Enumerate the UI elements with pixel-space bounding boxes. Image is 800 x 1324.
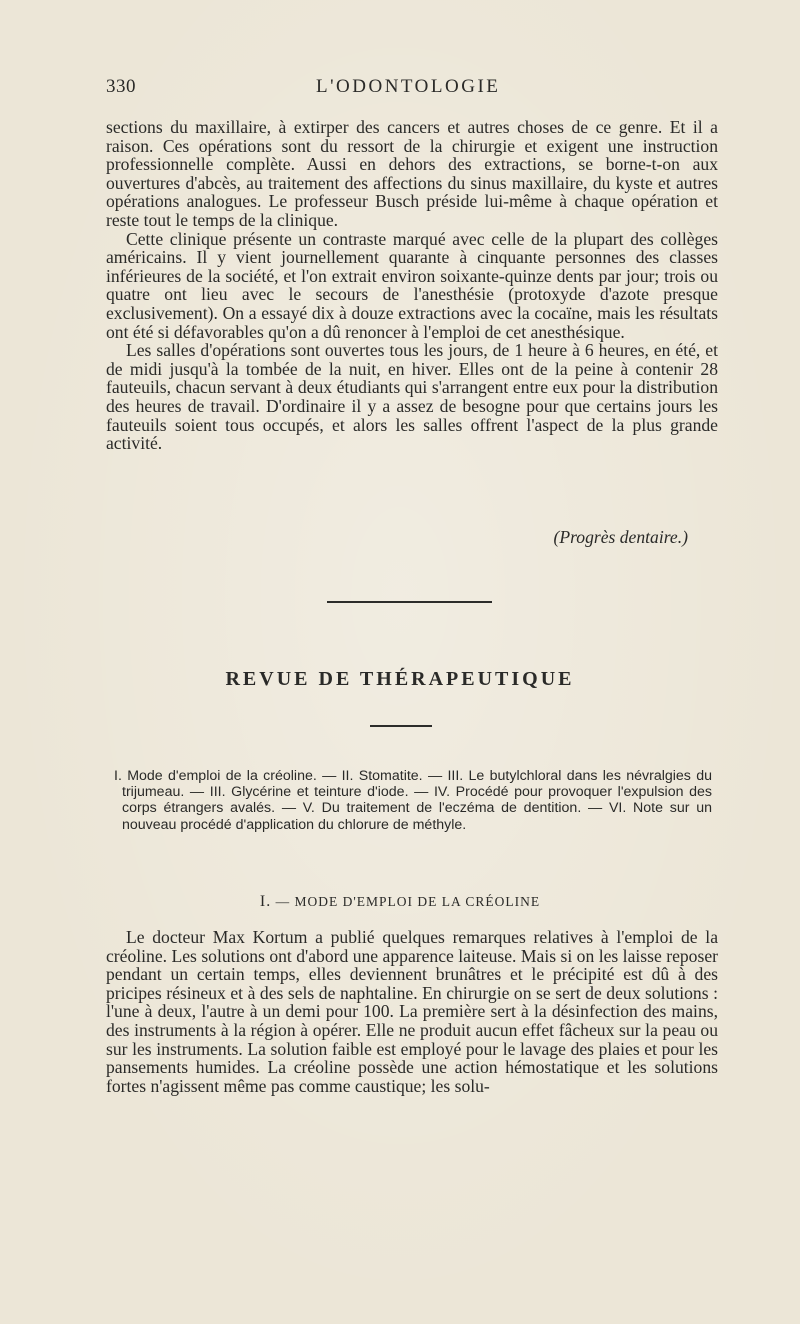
paragraph: Cette clinique présente un contraste marqué avec celle de la plupart des collèges américains. Il y vient journellement quarante à cinquante personnes des classes inférieures de la société, et l'on extrait environ soixante-quinze dents par jour; trois ou quatre ont lieu avec le secours de l'anesthésie (protoxyde d'azote presque exclusivement). On a essayé dix à douze extractions avec la cocaïne, mais les résultats ont été si défavorables qu'on a dû renoncer à l'emploi de cet anesthésique. bbox=[106, 228, 718, 342]
paragraph: Les salles d'opérations sont ouvertes tous les jours, de 1 heure à 6 heures, en été, et de midi jusqu'à la tombée de la nuit, en hiver. Elles ont de la peine à contenir 28 fauteuils, chacun servant à deux étudiants qui s'arrangent entre eux pour la distribution des heures de travail. D'ordinaire il y a assez de besogne pour que certains jours les fauteuils soient tous occupés, et alors les salles offrent l'aspect de la plus grande activité. bbox=[106, 340, 718, 454]
article-creoline bbox=[106, 928, 718, 1095]
paragraph: Le docteur Max Kortum a publié quelques remarques relatives à l'emploi de la créoline. Les solutions ont d'abord une apparence laiteuse. Mais si on les laisse reposer pendant un certain temps, elles deviennent brunâtres et le précipité est dû à des pricipes résineux et à des sels de naphtaline. En chirurgie on se sert de deux solutions : l'une à deux, l'autre à un demi pour 100. La première sert à la désinfection des mains, des instruments à la région à opérer. Elle ne produit aucun effet fâcheux sur la peau ou sur les instruments. La solution faible est employé pour le lavage des plaies et pour les pansements humides. La créoline possède une action hémostatique et les solutions fortes n'agissent même pas comme caustique; les solu- bbox=[106, 927, 718, 1096]
title-underline bbox=[370, 725, 432, 727]
section-summary bbox=[114, 768, 712, 833]
subsection-number: I. bbox=[259, 893, 272, 910]
paragraph: sections du maxillaire, à extirper des cancers et autres choses de ce genre. Et il a raison. Ces opérations sont du ressort de la chirurgie et exigent une instruction professionnelle complète. Aussi en dehors des extractions, se borne-t-on aux ouvertures d'abcès, au traitement des affections du sinus maxillaire, du kyste et autres opérations analogues. Le professeur Busch préside lui-même à chaque opération et reste tout le temps de la clinique. bbox=[106, 117, 718, 230]
running-title: L'ODONTOLOGIE bbox=[316, 76, 501, 97]
subsection-title: — MODE D'EMPLOI DE LA CRÉOLINE bbox=[275, 894, 541, 909]
subsection-heading bbox=[0, 893, 800, 911]
section-divider bbox=[327, 601, 492, 603]
section-title: REVUE DE THÉRAPEUTIQUE bbox=[225, 668, 575, 690]
page-number: 330 bbox=[106, 76, 136, 97]
article-continuation bbox=[106, 118, 718, 453]
source-citation: (Progrès dentaire.) bbox=[553, 527, 688, 547]
page-header bbox=[106, 76, 716, 102]
summary-text: I. Mode d'emploi de la créoline. — II. Stomatite. — III. Le butylchloral dans les névralgies du trijumeau. — III. Glycérine et teinture d'iode. — IV. Procédé pour provoquer l'expulsion des corps étrangers avalés. — V. Du traitement de l'eczéma de dentition. — VI. Note sur un nouveau procédé d'application du chlorure de méthyle. bbox=[114, 768, 712, 833]
